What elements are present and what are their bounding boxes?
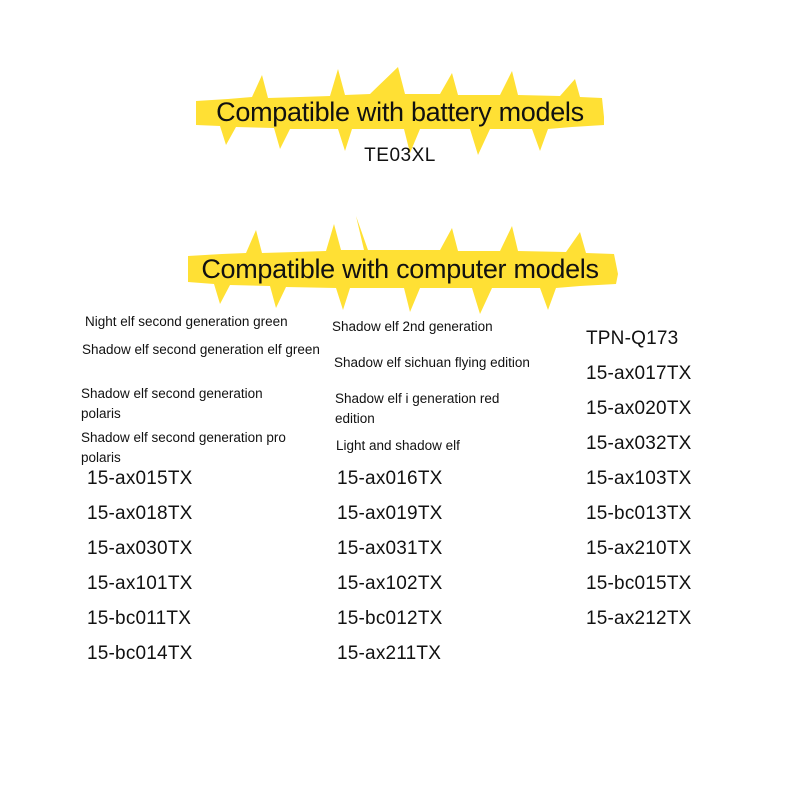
model-number: 15-bc015TX [586,573,692,594]
model-number: 15-ax211TX [337,643,442,664]
model-number: 15-ax032TX [586,433,692,454]
battery-model: TE03XL [364,145,436,166]
model-number: 15-ax102TX [337,573,443,594]
model-number: 15-bc012TX [337,608,443,629]
model-number: 15-ax020TX [586,398,692,419]
model-name: Shadow elf 2nd generation [332,319,493,334]
computer-section-title: Compatible with computer models [201,254,599,284]
model-number: 15-ax018TX [87,503,193,524]
model-number: 15-bc011TX [87,608,192,629]
model-number: TPN-Q173 [586,328,679,349]
battery-section-title: Compatible with battery models [216,97,584,127]
model-name: Shadow elf second generation elf green [82,342,320,357]
model-number: 15-bc014TX [87,643,193,664]
model-name: Shadow elf second generation polaris [81,386,263,421]
model-number: 15-bc013TX [586,503,692,524]
model-name: Shadow elf second generation pro polaris [81,430,286,465]
model-number: 15-ax019TX [337,503,443,524]
computer-section-banner [0,224,800,314]
model-number: 15-ax212TX [586,608,692,629]
battery-section-banner [0,67,800,157]
model-number: 15-ax101TX [87,573,193,594]
model-number: 15-ax031TX [337,538,443,559]
model-number: 15-ax015TX [87,468,193,489]
model-number: 15-ax030TX [87,538,193,559]
model-number: 15-ax016TX [337,468,443,489]
model-name: Light and shadow elf [336,438,460,453]
model-number: 15-ax103TX [586,468,692,489]
model-number: 15-ax210TX [586,538,692,559]
model-name: Night elf second generation green [85,314,288,329]
model-number: 15-ax017TX [586,363,692,384]
model-name: Shadow elf sichuan flying edition [334,355,530,370]
model-name: Shadow elf i generation red edition [335,391,500,426]
